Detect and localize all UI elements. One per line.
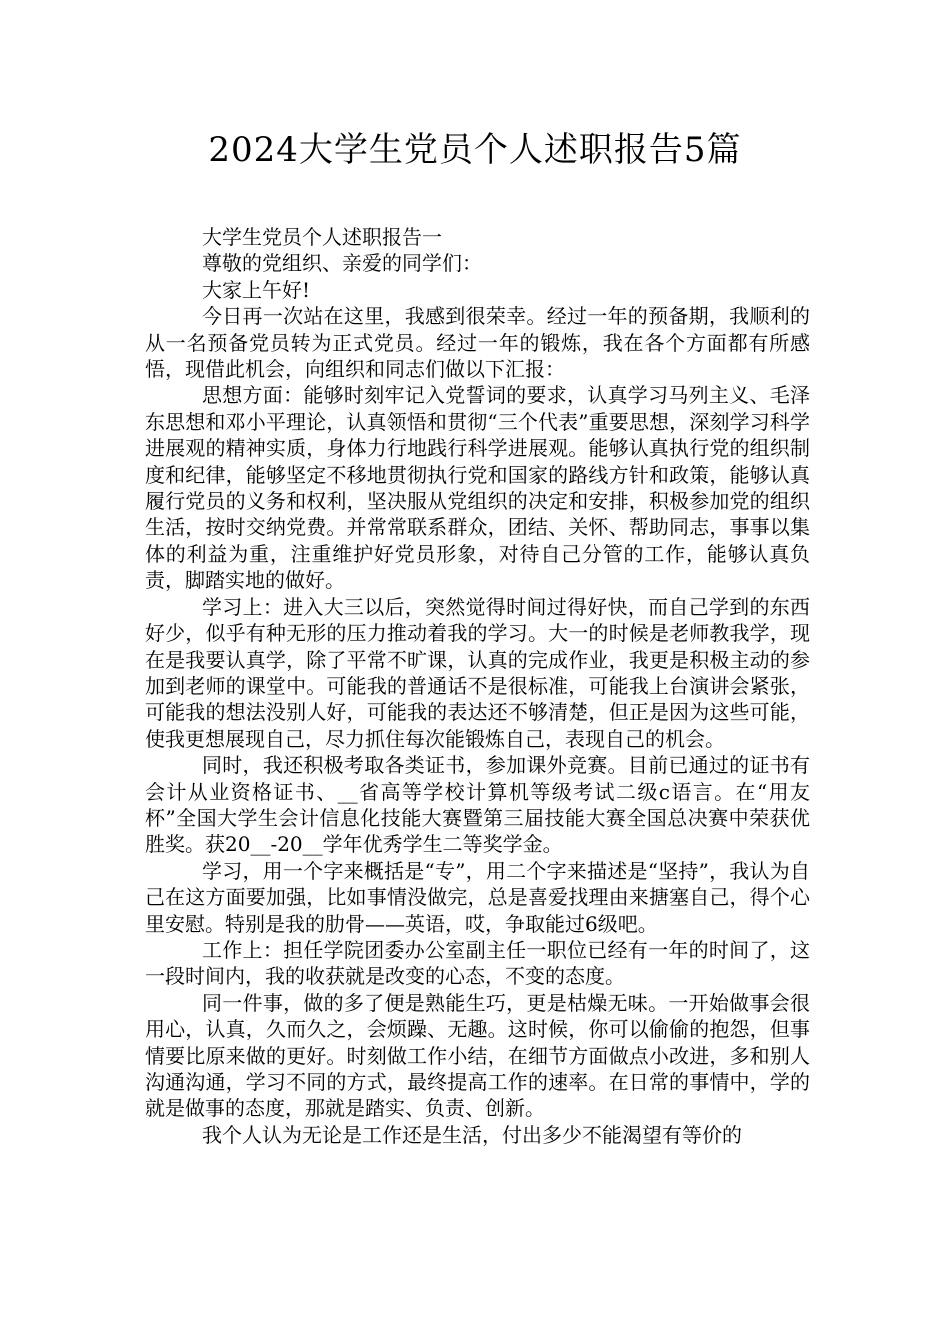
paragraph: 我个人认为无论是工作还是生活，付出多少不能渴望有等价的	[202, 1122, 742, 1147]
paragraph: 学习上：进入大三以后，突然觉得时间过得好快，而自己学到的东西好少，似乎有种无形的压力推动着我的学习。大一的时候是老师教我学，现在是我要认真学，除了平常不旷课，认真的完成作业，我更是积极主动的参加到老师的课堂中。可能我的普通话不是很标准，可能我上台演讲会紧张，可能我的想法没别人好，可能我的表达还不够清楚，但正是因为这些可能，使我更想展现自己，尽力抓住每次能锻炼自己，表现自己的机会。	[145, 594, 810, 751]
paragraph: 学习，用一个字来概括是“专”，用二个字来描述是“坚持”，我认为自己在这方面要加强，比如事情没做完，总是喜爱找理由来搪塞自己，得个心里安慰。特别是我的肋骨——英语，哎，争取能过6级吧。	[145, 858, 810, 936]
greeting: 大家上午好!	[202, 277, 311, 302]
salutation: 尊敬的党组织、亲爱的同学们：	[202, 251, 482, 276]
paragraph: 同一件事，做的多了便是熟能生巧，更是枯燥无味。一开始做事会很用心，认真，久而久之，会烦躁、无趣。这时候，你可以偷偷的抱怨，但事情要比原来做的更好。时刻做工作小结，在细节方面做点小改进，多和别人沟通沟通，学习不同的方式，最终提高工作的速率。在日常的事情中，学的就是做事的态度，那就是踏实、负责、创新。	[145, 990, 810, 1121]
section-heading: 大学生党员个人述职报告一	[202, 225, 442, 249]
paragraph: 同时，我还积极考取各类证书，参加课外竞赛。目前已通过的证书有会计从业资格证书、__省高等学校计算机等级考试二级c语言。在“用友杯”全国大学生会计信息化技能大赛暨第三届技能大赛全国总决赛中荣获优胜奖。获20__-20__学年优秀学生二等奖学金。	[145, 753, 810, 857]
document-body	[145, 224, 810, 1148]
paragraph: 思想方面：能够时刻牢记入党誓词的要求，认真学习马列主义、毛泽东思想和邓小平理论，认真领悟和贯彻“三个代表”重要思想，深刻学习科学进展观的精神实质，身体力行地践行科学进展观。能够认真执行党的组织制度和纪律，能够坚定不移地贯彻执行党和国家的路线方针和政策，能够认真履行党员的义务和权利，坚决服从党组织的决定和安排，积极参加党的组织生活，按时交纳党费。并常常联系群众，团结、关怀、帮助同志，事事以集体的利益为重，注重维护好党员形象，对待自己分管的工作，能够认真负责，脚踏实地的做好。	[145, 383, 810, 593]
paragraph: 工作上：担任学院团委办公室副主任一职位已经有一年的时间了，这一段时间内，我的收获就是改变的心态，不变的态度。	[145, 937, 810, 989]
document-title: 2024大学生党员个人述职报告5篇	[208, 130, 742, 170]
paragraph: 今日再一次站在这里，我感到很荣幸。经过一年的预备期，我顺利的从一名预备党员转为正式党员。经过一年的锻炼，我在各个方面都有所感悟，现借此机会，向组织和同志们做以下汇报：	[145, 304, 810, 382]
